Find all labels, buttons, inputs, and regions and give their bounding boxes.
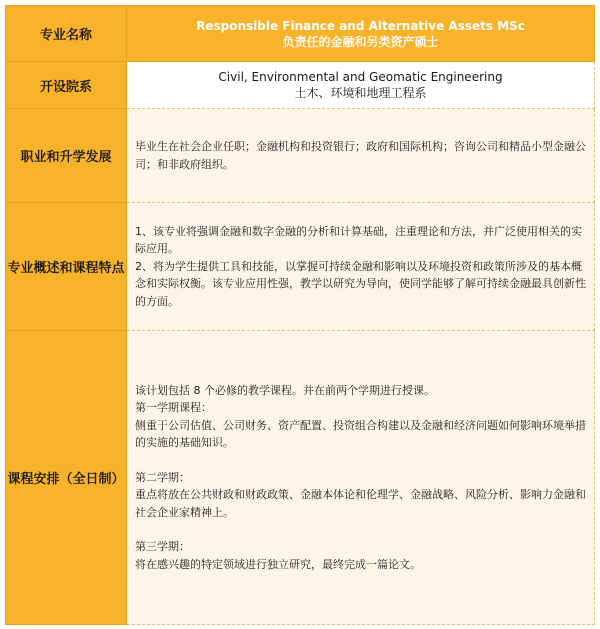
term1-title: 第一学期课程： [135, 401, 212, 415]
curriculum-value [127, 331, 595, 625]
overview-label: 专业概述和课程特点 [6, 203, 127, 331]
overview-value [127, 203, 595, 331]
program-value [127, 6, 595, 62]
department-value [127, 62, 595, 109]
department-name-en: Civil, Environmental and Geomatic Engineering [218, 70, 503, 84]
row-curriculum [6, 331, 595, 625]
career-label: 职业和升学发展 [6, 109, 127, 203]
term2-text: 重点将放在公共财政和财政政策、金融本体论和伦理学、金融战略、风险分析、影响力金融和社会企业家精神上。 [135, 488, 586, 519]
career-value [127, 109, 595, 203]
program-info-table [5, 5, 595, 625]
term1-text: 侧重于公司估值、公司财务、资产配置、投资组合构建以及金融和经济问题如何影响环境举措的实施的基础知识。 [135, 418, 586, 450]
row-career [6, 109, 595, 203]
overview-point-1: 1、该专业将强调金融和数字金融的分析和计算基础，注重理论和方法，并广泛使用相关的实际应用。 [135, 224, 582, 256]
term3-text: 将在感兴趣的特定领域进行独立研究，最终完成一篇论文。 [135, 557, 421, 571]
department-label: 开设院系 [6, 62, 127, 109]
overview-point-2: 2、将为学生提供工具和技能，以掌握可持续金融和影响以及环境投资和政策所涉及的基本概念和实际权衡。该专业应用性强，教学以研究为导向，使同学能够了解可持续金融最具创新性的方面。 [135, 259, 586, 308]
department-name-cn: 土木、环境和地理工程系 [294, 86, 427, 100]
row-department [6, 62, 595, 109]
curriculum-intro: 该计划包括 8 个必修的教学课程。并在前两个学期进行授课。 [135, 383, 435, 397]
career-text: 毕业生在社会企业任职；金融机构和投资银行；政府和国际机构；咨询公司和精品小型金融公司；和非政府组织。 [135, 140, 586, 171]
curriculum-label: 课程安排（全日制） [6, 331, 127, 625]
term2-title: 第二学期： [135, 470, 190, 484]
program-name-en: Responsible Finance and Alternative Assets MSc [196, 18, 525, 33]
term3-title: 第三学期： [135, 540, 190, 554]
row-overview [6, 203, 595, 331]
program-name-cn: 负责任的金融和另类资产硕士 [282, 34, 439, 49]
spacer [135, 452, 586, 469]
row-program [6, 6, 595, 62]
spacer [135, 521, 586, 538]
program-label: 专业名称 [6, 6, 127, 62]
